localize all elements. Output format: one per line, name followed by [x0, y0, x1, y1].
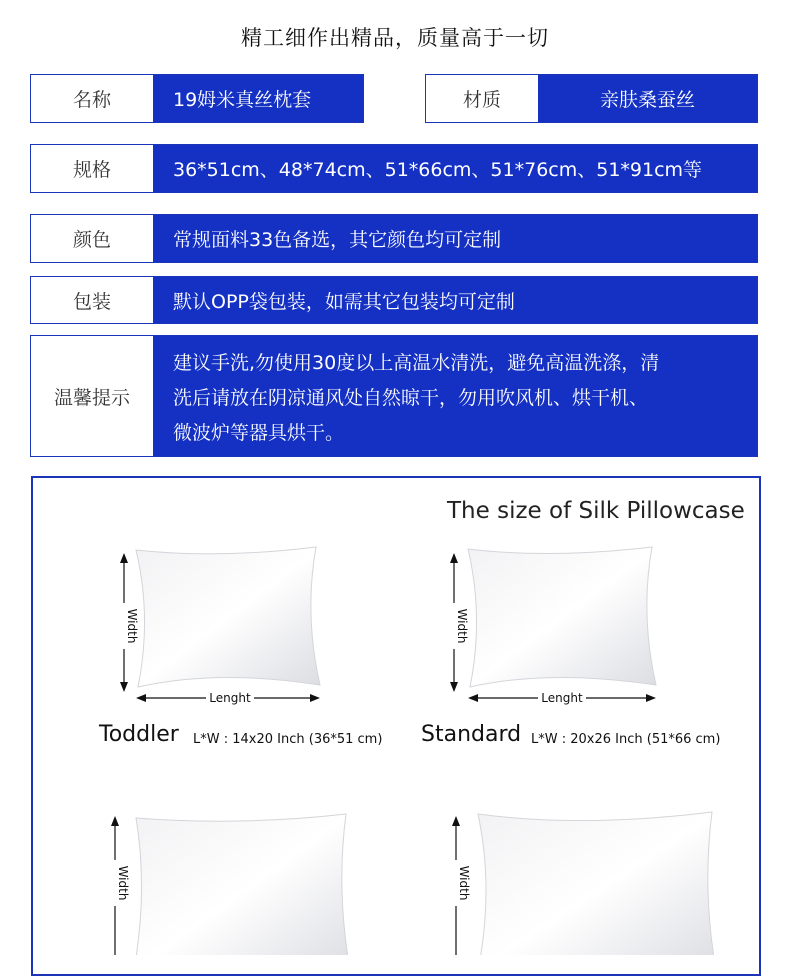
size-dims-standard: L*W : 20x26 Inch (51*66 cm) — [531, 732, 721, 747]
tips-line: 洗后请放在阴凉通风处自然晾干，勿用吹风机、烘干机、 — [173, 387, 649, 409]
length-label: Lenght — [209, 691, 251, 705]
tips-line: 建议手洗,勿使用30度以上高温水清洗，避免高温洗涤，清 — [173, 352, 660, 374]
row-value: 常规面料33色备选，其它颜色均可定制 — [153, 215, 757, 262]
size-name-toddler: Toddler — [99, 722, 179, 747]
pillow-diagram-standard — [440, 545, 670, 710]
width-label: Width — [125, 608, 139, 644]
tips-line: 微波炉等器具烘干。 — [173, 422, 345, 444]
spec-row-color — [30, 214, 758, 263]
spec-row-material — [425, 74, 758, 123]
pillow-diagram-king — [444, 810, 724, 955]
row-label: 材质 — [426, 75, 538, 122]
width-label: Width — [455, 608, 469, 644]
pillow-diagram-queen — [100, 810, 360, 955]
spec-row-name — [30, 74, 364, 123]
width-label: Width — [116, 865, 130, 901]
headline: 精工细作出精品，质量高于一切 — [241, 26, 549, 50]
size-name-standard: Standard — [421, 722, 522, 747]
width-label: Width — [457, 865, 471, 901]
row-label: 温馨提示 — [31, 336, 153, 456]
row-value: 36*51cm、48*74cm、51*66cm、51*76cm、51*91cm等 — [153, 145, 757, 192]
row-label: 规格 — [31, 145, 153, 192]
row-value: 19姆米真丝枕套 — [153, 75, 363, 122]
row-value: 亲肤桑蚕丝 — [538, 75, 757, 122]
spec-row-package — [30, 276, 758, 324]
size-panel-title: The size of Silk Pillowcase — [447, 498, 745, 524]
size-dims-toddler: L*W : 14x20 Inch (36*51 cm) — [193, 732, 383, 747]
row-label: 包装 — [31, 277, 153, 323]
spec-row-tips — [30, 335, 758, 457]
row-label: 颜色 — [31, 215, 153, 262]
pillow-diagram-toddler — [108, 545, 328, 710]
spec-row-size — [30, 144, 758, 193]
row-label: 名称 — [31, 75, 153, 122]
length-label: Lenght — [541, 691, 583, 705]
row-value: 默认OPP袋包装，如需其它包装均可定制 — [153, 277, 757, 323]
row-value — [153, 336, 757, 456]
